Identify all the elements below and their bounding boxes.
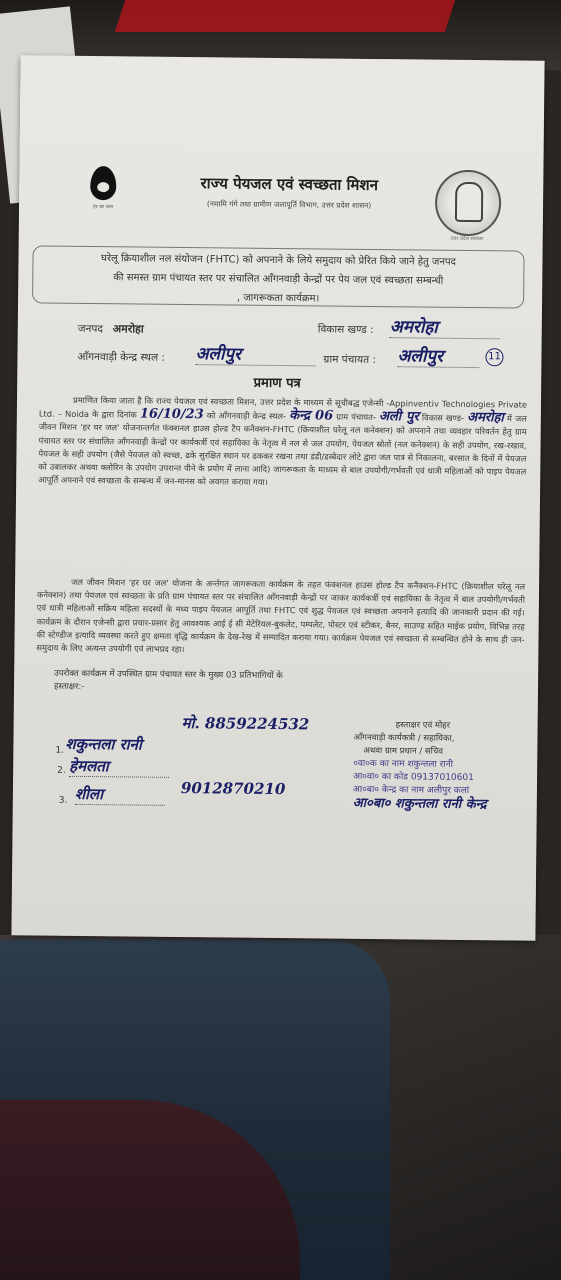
- date-value: 16/10/23: [139, 406, 204, 423]
- participant-1-signature: शकुन्तला रानी: [65, 734, 142, 754]
- water-drop-icon: [90, 166, 116, 200]
- centre-value: अलीपुर: [195, 341, 315, 366]
- stamp-role: आँगनवाड़ी कार्यकत्री / सहायिका,: [353, 732, 455, 744]
- stamp-heading: हस्ताक्षर एवं मोहर: [395, 720, 451, 731]
- emblem-caption: उत्तर प्रदेश सरकार: [450, 235, 484, 243]
- document-heading: प्रमाण पत्र: [253, 375, 301, 392]
- signature-intro: [54, 668, 374, 697]
- paragraph-1-part-b: को आँगनवाड़ी केन्द्र स्थल-: [206, 410, 287, 422]
- gram-panchayat-value: अली पुर: [378, 409, 419, 425]
- banner-line-3: , जागरूकता कार्यक्रम।: [236, 292, 320, 305]
- certificate-paragraph-2: जल जीवन मिशन 'हर घर जल' योजना के अर्न्तगत जागरूकता कार्यक्रम के तहत फंक्शनल हाउस होल्ड टैप कनैक्शन-FHTC (क्रियाशील घरेलू नल कनेक्शन) तथा पेयजल एवं स्वच्छता के प्रति ग्राम पंचायत स्तर पर संचालित आँगनवाड़ी केन्द्रों पर जाकर कार्यकर्त्री एवं सहायिका के नेतृत्व में बाल उपयोगी/गर्भवती एवं धात्री महिलाओं सक्रिय महिला सदस्यों के मध्य पाइप पेयजल आपूर्ति तथा FHTC एवं शुद्ध पेयजल एवं स्वच्छता अपनाने इत्यादि की जानकारी प्रदान की गई। कार्यक्रम के दौरान एजेन्सी द्वारा प्रचार-प्रसार हेतु आवश्यक आई ई सी मेटेरियल-बुकलेट, पम्पलेट, पोस्टर एवं स्टीकर, बैनर, साउण्ड सहित माईक प्रयोग, विभिन्न तरह की स्टेण्डीज इत्यादि व्यवस्था करते हुए क्षमता वृद्धि कार्यक्रम के देख-रेख में सम्पादित कराया गया। कार्यक्रम पेयजल एवं स्वच्छता से सम्बन्धित होने के साथ ही जन-समुदाय के लिए अत्यन्त उपयोगी एवं लाभप्रद रहा।: [36, 576, 526, 655]
- banner-line-1: घरेलू क्रियाशील नल संयोजन (FHTC) को अपनाने के लिये समुदाय को प्रेरित किये जाने हेतु जनपद: [101, 253, 456, 268]
- up-government-emblem-icon: [435, 170, 502, 237]
- jal-mission-logo: [73, 166, 134, 237]
- stamp-signature: आ०बा० शकुन्तला रानी केन्द्र: [352, 795, 487, 813]
- panchayat-value: अलीपुर: [397, 343, 479, 368]
- participant-1-phone: मो. 8859224532: [181, 714, 310, 734]
- banner-line-2: की समस्त ग्राम पंचायत स्तर पर संचालित आँगनवाड़ी केन्द्रों पर पेय जल एवं स्वच्छता सम्बन्धी: [113, 272, 444, 287]
- district-label: जनपद: [77, 322, 103, 336]
- paragraph-1-part-a: प्रमाणित किया जाता है कि राज्य पेयजल एवं स्वच्छता मिशन, उत्तर प्रदेश के माध्यम से सूचीबद्ध एजेन्सी -Appinventiv Technologies Private Ltd. – Noida के द्वारा दिनांक: [38, 394, 528, 420]
- block-label: विकास खण्ड :: [317, 323, 374, 336]
- participant-3-phone: 9012870210: [180, 779, 286, 799]
- certificate-paragraph-1: [38, 393, 527, 492]
- signature-intro-line-1: उपरोक्त कार्यक्रम में उपस्थित ग्राम पंचायत स्तर के मुख्य 03 प्रतिभागियों के: [54, 668, 283, 682]
- participant-2-number: 2.: [57, 765, 66, 776]
- centre-short-value: केन्द्र 06: [289, 408, 334, 424]
- stamp-worker-name: ०वा०क का नाम शकुन्तला रानी: [353, 758, 453, 770]
- panchayat-label: ग्राम पंचायत :: [323, 353, 377, 367]
- stamp-signature-line: [353, 797, 533, 814]
- mission-subtitle: (नमामि गंगे तथा ग्रामीण जलापूर्ति विभाग, उत्तर प्रदेश शासन): [206, 199, 372, 210]
- program-banner: [32, 245, 525, 308]
- participant-3-number: 3.: [58, 795, 68, 806]
- mission-title: राज्य पेयजल एवं स्वच्छता मिशन: [200, 174, 379, 195]
- paragraph-1-part-d: विकास खण्ड-: [421, 412, 465, 424]
- paragraph-1-part-e: में जल जीवन मिशन 'हर घर जल' योजनान्तर्गत फंक्शनल हाउस होल्ड टैप कनैक्शन-FHTC (क्रियाशील घरेलू नल कनेक्शन) को अपनाने तथा व्यवहार परिवर्तन हेतु ग्राम पंचायत स्तर पर संचालित आँगनवाड़ी केन्द्रों पर कार्यकर्त्री एवं सहायिका के नेतृत्व में नल से जल उपयोग, पेयजल स्रोतों (नल कनेक्शन) के सही उपयोग, रख-रखाव, पेयजल के सही उपयोग (जैसे पेयजल को स्वच्छ, ढके सुरक्षित स्थान पर ढककर रखना तथा डंडी/डब्बेदार लोटे द्वारा जल पात्र से निकालना, बरसात के दिनों में पेयजल को उबालकर अथवा क्लोरिन के उपयोग उपरान्त पीने के प्रयोग में लाना आदि) जागरूकता के माध्यम से बाल उपयोगी/गर्भवती एवं धात्री महिलाओं को पाइप पेयजल आपूर्ति अपनाने एवं स्वच्छता के सम्बन्ध में जन-मानस को अवगत कराया गया।: [38, 413, 527, 488]
- block-value: अमरोहा: [390, 314, 500, 339]
- block-value-inline: अमरोहा: [467, 410, 504, 426]
- centre-label: आँगनवाड़ी केन्द्र स्थल :: [77, 350, 166, 364]
- certificate-paper: [11, 55, 544, 940]
- stamp-centre-name: आ०बा० केन्द्र का नाम अलीपुर कलां: [352, 784, 470, 797]
- logo-caption: हर घर जल: [93, 204, 114, 211]
- participant-2-signature: हेमलता: [69, 756, 169, 778]
- background-red-fabric: [115, 0, 455, 32]
- paragraph-1-part-c: ग्राम पंचायत-: [336, 411, 376, 423]
- stamp-role-alt: अथवा ग्राम प्रधान / सचिव: [363, 745, 444, 757]
- stamp-centre-code: आ०वा० का कोड 09137010601: [353, 771, 474, 784]
- participant-3-signature: शीला: [75, 784, 165, 806]
- signature-stamp-block: [353, 719, 534, 814]
- panchayat-number-badge: 11: [485, 348, 503, 366]
- district-value: अमरोहा: [112, 322, 144, 336]
- participant-1-number: 1.: [55, 745, 64, 756]
- signature-intro-line-2: हस्ताक्षर:-: [53, 681, 85, 692]
